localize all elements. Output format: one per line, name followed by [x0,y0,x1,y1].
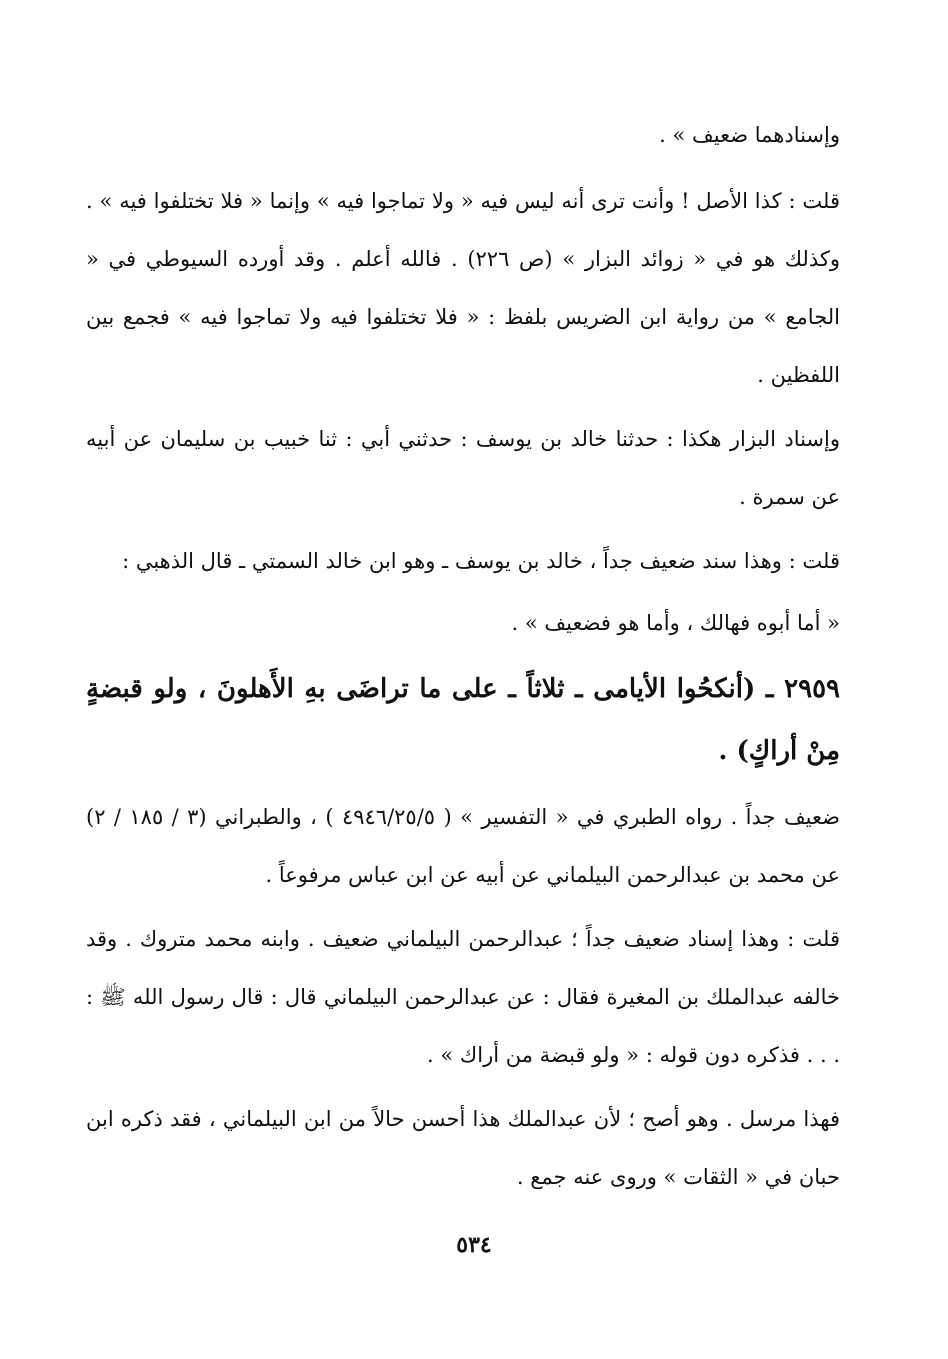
paragraph-isnad-bazzar: وإسناد البزار هكذا : حدثنا خالد بن يوسف : حدثني أبي : ثنا خبيب بن سليمان عن أبيه عن سمرة . [86,427,840,509]
paragraph-isnad-intro: وإسنادهما ضعيف » . [659,123,840,147]
paragraph-commentary-bilmani: قلت : وهذا إسناد ضعيف جداً ؛ عبدالرحمن البيلماني ضعيف . وابنه محمد متروك . وقد خالفه عبدالملك بن المغيرة فقال : عن عبدالرحمن البيلماني قال : قال رسول الله ﷺ : . . . فذكره دون قوله : « ولو قبضة من أراك » . [86,927,840,1067]
paragraph-takhrij: ضعيف جداً . رواه الطبري في « التفسير » ( ٤٩٤٦/٢٥/٥ ) ، والطبراني (٣ / ١٨٥ / ٢) عن محمد بن عبدالرحمن البيلماني عن أبيه عن ابن عباس مرفوعاً . [86,805,840,887]
page-number: ٥٣٤ [456,1232,492,1258]
paragraph-dhahabi-quote: « أما أبوه فهالك ، وأما هو فضعيف » . [511,611,840,635]
paragraph-mursal: فهذا مرسل . وهو أصح ؛ لأن عبدالملك هذا أحسن حالاً من ابن البيلماني ، فقد ذكره ابن حبان في « الثقات » وروى عنه جمع . [86,1107,840,1189]
paragraph-commentary-asl: قلت : كذا الأصل ! وأنت ترى أنه ليس فيه « ولا تماجوا فيه » وإنما « فلا تختلفوا فيه » . وكذلك هو في « زوائد البزار » (ص ٢٢٦) . فالله أعلم . وقد أورده السيوطي في « الجامع » من رواية ابن الضريس بلفظ : « فلا تختلفوا فيه ولا تماجوا فيه » فجمع بين اللفظين . [86,189,840,387]
paragraph-sanad-weak: قلت : وهذا سند ضعيف جداً ، خالد بن يوسف ـ وهو ابن خالد السمتي ـ قال الذهبي : [122,549,840,573]
hadith-heading: ٢٩٥٩ ـ (أنكحُوا الأيامى ـ ثلاثاً ـ على ما تراضَى بهِ الأَهلونَ ، ولو قبضةٍ مِنْ أراكٍ) . [86,674,840,766]
